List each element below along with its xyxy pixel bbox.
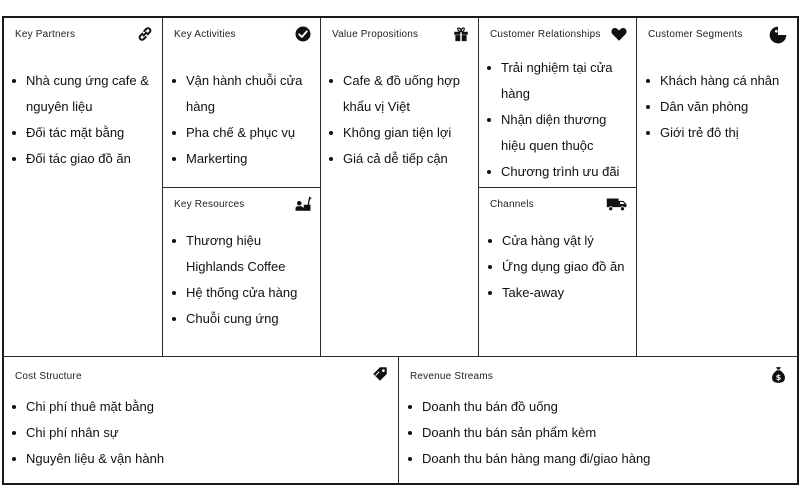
key-resources-block — [162, 187, 321, 357]
price-tag-icon — [371, 365, 389, 383]
list-item: Giá cả dễ tiếp cận — [329, 146, 475, 172]
cost-structure-list — [12, 394, 392, 472]
key-partners-block — [3, 17, 163, 357]
revenue-streams-title: Revenue Streams — [410, 371, 494, 382]
list-item: Chi phí thuê mặt bằng — [12, 394, 392, 420]
worker-icon — [294, 195, 312, 213]
list-item: Dân văn phòng — [646, 94, 796, 120]
revenue-streams-list — [408, 394, 792, 472]
list-item: Chi phí nhân sự — [12, 420, 392, 446]
list-item: Pha chế & phục vụ — [172, 120, 317, 146]
list-item: Khách hàng cá nhân — [646, 68, 796, 94]
list-item: Markerting — [172, 146, 317, 172]
revenue-streams-block — [398, 356, 798, 484]
cost-structure-block — [3, 356, 399, 484]
list-item: Chương trình ưu đãi — [487, 159, 633, 185]
key-partners-list — [12, 68, 158, 172]
value-propositions-block — [320, 17, 479, 357]
list-item: Nhà cung ứng cafe & nguyên liệu — [12, 68, 158, 120]
key-resources-list — [172, 228, 317, 332]
heart-icon — [610, 25, 628, 43]
list-item: Giới trẻ đô thị — [646, 120, 796, 146]
pacman-icon — [768, 25, 788, 45]
key-resources-title: Key Resources — [174, 199, 245, 210]
link-icon — [136, 25, 154, 43]
key-activities-block — [162, 17, 321, 188]
list-item: Đối tác mặt bằng — [12, 120, 158, 146]
list-item: Cafe & đồ uống hợp khẩu vị Việt — [329, 68, 475, 120]
list-item: Không gian tiện lợi — [329, 120, 475, 146]
list-item: Take-away — [488, 280, 633, 306]
list-item: Doanh thu bán đồ uống — [408, 394, 792, 420]
list-item: Ứng dụng giao đồ ăn — [488, 254, 633, 280]
svg-text:$: $ — [775, 373, 782, 383]
list-item: Nguyên liệu & vận hành — [12, 446, 392, 472]
customer-relationships-list — [487, 55, 633, 185]
customer-segments-title: Customer Segments — [648, 29, 743, 40]
list-item: Nhận diện thương hiệu quen thuộc — [487, 107, 633, 159]
value-propositions-title: Value Propositions — [332, 29, 419, 40]
key-activities-list — [172, 68, 317, 172]
money-bag-icon — [769, 365, 788, 385]
list-item: Vận hành chuỗi cửa hàng — [172, 68, 317, 120]
list-item: Trải nghiệm tại cửa hàng — [487, 55, 633, 107]
list-item: Cửa hàng vật lý — [488, 228, 633, 254]
value-propositions-list — [329, 68, 475, 172]
key-partners-title: Key Partners — [15, 29, 76, 40]
customer-relationships-block — [478, 17, 637, 188]
list-item: Đối tác giao đồ ăn — [12, 146, 158, 172]
channels-title: Channels — [490, 199, 534, 210]
key-activities-title: Key Activities — [174, 29, 236, 40]
customer-segments-list — [646, 68, 796, 146]
cost-structure-title: Cost Structure — [15, 371, 82, 382]
check-circle-icon — [294, 25, 312, 43]
gift-icon — [452, 25, 470, 43]
truck-icon — [606, 195, 628, 213]
customer-relationships-title: Customer Relationships — [490, 29, 601, 40]
channels-list — [488, 228, 633, 306]
list-item: Doanh thu bán sản phẩm kèm — [408, 420, 792, 446]
list-item: Thương hiệu Highlands Coffee — [172, 228, 317, 280]
list-item: Hệ thống cửa hàng — [172, 280, 317, 306]
customer-segments-block — [636, 17, 798, 357]
channels-block — [478, 187, 637, 357]
list-item: Chuỗi cung ứng — [172, 306, 317, 332]
list-item: Doanh thu bán hàng mang đi/giao hàng — [408, 446, 792, 472]
